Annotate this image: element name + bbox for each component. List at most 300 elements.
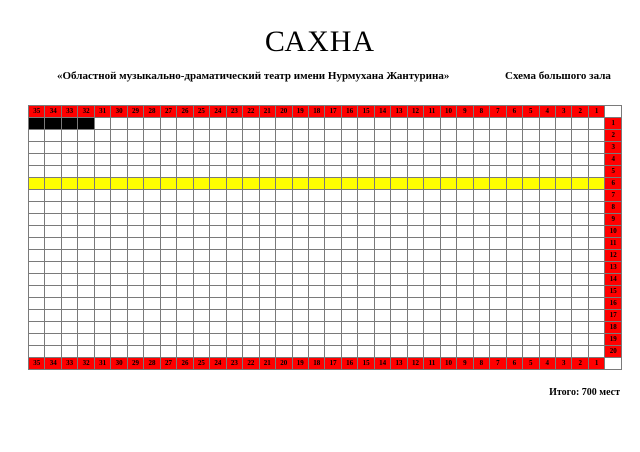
seat[interactable]: [440, 226, 456, 238]
seat[interactable]: [490, 250, 506, 262]
seat[interactable]: [78, 154, 94, 166]
seat[interactable]: [588, 190, 604, 202]
seat[interactable]: [94, 298, 110, 310]
seat[interactable]: [588, 178, 604, 190]
seat[interactable]: [523, 250, 539, 262]
seat[interactable]: [94, 214, 110, 226]
seat[interactable]: [407, 286, 423, 298]
seat[interactable]: [61, 214, 77, 226]
seat[interactable]: [276, 178, 292, 190]
seat[interactable]: [78, 310, 94, 322]
seat[interactable]: [308, 178, 324, 190]
seat[interactable]: [111, 154, 127, 166]
seat[interactable]: [325, 298, 341, 310]
seat[interactable]: [440, 310, 456, 322]
seat[interactable]: [391, 214, 407, 226]
seat[interactable]: [341, 322, 357, 334]
seat[interactable]: [457, 202, 473, 214]
seat[interactable]: [588, 298, 604, 310]
seat[interactable]: [523, 214, 539, 226]
seat[interactable]: [391, 322, 407, 334]
seat[interactable]: [29, 250, 45, 262]
seat[interactable]: [572, 238, 588, 250]
seat[interactable]: [440, 214, 456, 226]
seat[interactable]: [424, 310, 440, 322]
seat[interactable]: [325, 250, 341, 262]
seat[interactable]: [572, 214, 588, 226]
seat[interactable]: [490, 214, 506, 226]
seat[interactable]: [424, 250, 440, 262]
seat[interactable]: [144, 250, 160, 262]
seat[interactable]: [556, 274, 572, 286]
seat[interactable]: [424, 178, 440, 190]
seat[interactable]: [556, 262, 572, 274]
seat[interactable]: [457, 190, 473, 202]
seat[interactable]: [111, 190, 127, 202]
seat[interactable]: [358, 226, 374, 238]
seat[interactable]: [457, 346, 473, 358]
seat[interactable]: [539, 226, 555, 238]
seat[interactable]: [506, 142, 522, 154]
seat[interactable]: [539, 238, 555, 250]
seat[interactable]: [144, 346, 160, 358]
seat[interactable]: [539, 310, 555, 322]
seat[interactable]: [160, 298, 176, 310]
seat[interactable]: [341, 286, 357, 298]
seat[interactable]: [210, 154, 226, 166]
seat[interactable]: [572, 322, 588, 334]
seat[interactable]: [193, 346, 209, 358]
seat[interactable]: [490, 190, 506, 202]
seat[interactable]: [374, 334, 390, 346]
seat[interactable]: [127, 190, 143, 202]
seat[interactable]: [440, 322, 456, 334]
seat[interactable]: [539, 214, 555, 226]
seat[interactable]: [276, 214, 292, 226]
seat[interactable]: [259, 250, 275, 262]
seat[interactable]: [556, 334, 572, 346]
seat[interactable]: [588, 226, 604, 238]
seat[interactable]: [490, 166, 506, 178]
seat[interactable]: [45, 214, 61, 226]
seat[interactable]: [292, 142, 308, 154]
seat[interactable]: [556, 166, 572, 178]
seat[interactable]: [506, 238, 522, 250]
seat[interactable]: [391, 238, 407, 250]
seat[interactable]: [177, 178, 193, 190]
seat[interactable]: [226, 142, 242, 154]
seat[interactable]: [556, 154, 572, 166]
seat[interactable]: [572, 298, 588, 310]
seat[interactable]: [457, 142, 473, 154]
seat[interactable]: [94, 238, 110, 250]
seat[interactable]: [29, 298, 45, 310]
seat[interactable]: [424, 166, 440, 178]
seat[interactable]: [45, 130, 61, 142]
seat[interactable]: [325, 202, 341, 214]
seat[interactable]: [292, 154, 308, 166]
seat[interactable]: [374, 274, 390, 286]
seat[interactable]: [226, 298, 242, 310]
seat[interactable]: [78, 226, 94, 238]
seat[interactable]: [325, 190, 341, 202]
seat[interactable]: [440, 178, 456, 190]
seat[interactable]: [127, 274, 143, 286]
seat[interactable]: [407, 202, 423, 214]
seat[interactable]: [572, 274, 588, 286]
seat[interactable]: [61, 130, 77, 142]
seat[interactable]: [523, 226, 539, 238]
seat[interactable]: [424, 118, 440, 130]
seat[interactable]: [127, 250, 143, 262]
seat[interactable]: [111, 286, 127, 298]
seat[interactable]: [29, 118, 45, 130]
seat[interactable]: [391, 262, 407, 274]
seat[interactable]: [391, 274, 407, 286]
seat[interactable]: [473, 334, 489, 346]
seat[interactable]: [473, 298, 489, 310]
seat[interactable]: [61, 190, 77, 202]
seat[interactable]: [341, 250, 357, 262]
seat[interactable]: [341, 130, 357, 142]
seat[interactable]: [374, 142, 390, 154]
seat[interactable]: [539, 286, 555, 298]
seat[interactable]: [210, 322, 226, 334]
seat[interactable]: [523, 166, 539, 178]
seat[interactable]: [94, 322, 110, 334]
seat[interactable]: [325, 286, 341, 298]
seat[interactable]: [424, 154, 440, 166]
seat[interactable]: [259, 286, 275, 298]
seat[interactable]: [78, 322, 94, 334]
seat[interactable]: [61, 262, 77, 274]
seat[interactable]: [144, 190, 160, 202]
seat[interactable]: [177, 310, 193, 322]
seat[interactable]: [177, 262, 193, 274]
seat[interactable]: [144, 310, 160, 322]
seat[interactable]: [424, 130, 440, 142]
seat[interactable]: [61, 178, 77, 190]
seat[interactable]: [29, 238, 45, 250]
seat[interactable]: [325, 226, 341, 238]
seat[interactable]: [424, 262, 440, 274]
seat[interactable]: [292, 286, 308, 298]
seat[interactable]: [407, 250, 423, 262]
seat[interactable]: [45, 226, 61, 238]
seat[interactable]: [29, 142, 45, 154]
seat[interactable]: [243, 202, 259, 214]
seat[interactable]: [45, 154, 61, 166]
seat[interactable]: [341, 178, 357, 190]
seat[interactable]: [78, 238, 94, 250]
seat[interactable]: [210, 226, 226, 238]
seat[interactable]: [374, 298, 390, 310]
seat[interactable]: [572, 154, 588, 166]
seat[interactable]: [556, 286, 572, 298]
seat[interactable]: [325, 346, 341, 358]
seat[interactable]: [341, 226, 357, 238]
seat[interactable]: [506, 166, 522, 178]
seat[interactable]: [193, 250, 209, 262]
seat[interactable]: [111, 322, 127, 334]
seat[interactable]: [226, 310, 242, 322]
seat[interactable]: [61, 202, 77, 214]
seat[interactable]: [111, 250, 127, 262]
seat[interactable]: [243, 226, 259, 238]
seat[interactable]: [94, 142, 110, 154]
seat[interactable]: [308, 262, 324, 274]
seat[interactable]: [374, 190, 390, 202]
seat[interactable]: [210, 298, 226, 310]
seat[interactable]: [506, 250, 522, 262]
seat[interactable]: [391, 178, 407, 190]
seat[interactable]: [127, 130, 143, 142]
seat[interactable]: [407, 190, 423, 202]
seat[interactable]: [127, 262, 143, 274]
seat[interactable]: [276, 118, 292, 130]
seat[interactable]: [391, 166, 407, 178]
seat[interactable]: [127, 142, 143, 154]
seat[interactable]: [127, 202, 143, 214]
seat[interactable]: [292, 322, 308, 334]
seat[interactable]: [391, 334, 407, 346]
seat[interactable]: [572, 166, 588, 178]
seat[interactable]: [193, 202, 209, 214]
seat[interactable]: [341, 154, 357, 166]
seat[interactable]: [391, 190, 407, 202]
seat[interactable]: [572, 334, 588, 346]
seat[interactable]: [78, 250, 94, 262]
seat[interactable]: [78, 214, 94, 226]
seat[interactable]: [259, 226, 275, 238]
seat[interactable]: [490, 178, 506, 190]
seat[interactable]: [457, 250, 473, 262]
seat[interactable]: [440, 130, 456, 142]
seat[interactable]: [523, 118, 539, 130]
seat[interactable]: [259, 334, 275, 346]
seat[interactable]: [78, 166, 94, 178]
seat[interactable]: [160, 118, 176, 130]
seat[interactable]: [473, 286, 489, 298]
seat[interactable]: [127, 286, 143, 298]
seat[interactable]: [210, 334, 226, 346]
seat[interactable]: [490, 130, 506, 142]
seat[interactable]: [341, 190, 357, 202]
seat[interactable]: [391, 310, 407, 322]
seat[interactable]: [539, 346, 555, 358]
seat[interactable]: [374, 310, 390, 322]
seat[interactable]: [226, 154, 242, 166]
seat[interactable]: [407, 262, 423, 274]
seat[interactable]: [358, 322, 374, 334]
seat[interactable]: [572, 262, 588, 274]
seat[interactable]: [473, 346, 489, 358]
seat[interactable]: [243, 238, 259, 250]
seat[interactable]: [292, 298, 308, 310]
seat[interactable]: [308, 298, 324, 310]
seat[interactable]: [341, 310, 357, 322]
seat[interactable]: [374, 346, 390, 358]
seat[interactable]: [94, 190, 110, 202]
seat[interactable]: [440, 262, 456, 274]
seat[interactable]: [61, 310, 77, 322]
seat[interactable]: [243, 310, 259, 322]
seat[interactable]: [144, 262, 160, 274]
seat[interactable]: [29, 214, 45, 226]
seat[interactable]: [193, 238, 209, 250]
seat[interactable]: [61, 166, 77, 178]
seat[interactable]: [473, 214, 489, 226]
seat[interactable]: [111, 214, 127, 226]
seat[interactable]: [490, 226, 506, 238]
seat[interactable]: [457, 130, 473, 142]
seat[interactable]: [259, 178, 275, 190]
seat[interactable]: [374, 214, 390, 226]
seat[interactable]: [358, 202, 374, 214]
seat[interactable]: [523, 310, 539, 322]
seat[interactable]: [276, 142, 292, 154]
seat[interactable]: [424, 274, 440, 286]
seat[interactable]: [556, 310, 572, 322]
seat[interactable]: [457, 238, 473, 250]
seat[interactable]: [308, 310, 324, 322]
seat[interactable]: [259, 310, 275, 322]
seat[interactable]: [556, 190, 572, 202]
seat[interactable]: [539, 154, 555, 166]
seat[interactable]: [127, 118, 143, 130]
seat[interactable]: [358, 262, 374, 274]
seat[interactable]: [391, 286, 407, 298]
seat[interactable]: [111, 346, 127, 358]
seat[interactable]: [111, 238, 127, 250]
seat[interactable]: [588, 286, 604, 298]
seat[interactable]: [506, 298, 522, 310]
seat[interactable]: [490, 142, 506, 154]
seat[interactable]: [457, 154, 473, 166]
seat[interactable]: [308, 154, 324, 166]
seat[interactable]: [440, 346, 456, 358]
seat[interactable]: [391, 142, 407, 154]
seat[interactable]: [358, 238, 374, 250]
seat[interactable]: [556, 118, 572, 130]
seat[interactable]: [210, 166, 226, 178]
seat[interactable]: [440, 298, 456, 310]
seat[interactable]: [127, 346, 143, 358]
seat[interactable]: [243, 346, 259, 358]
seat[interactable]: [226, 226, 242, 238]
seat[interactable]: [111, 298, 127, 310]
seat[interactable]: [61, 286, 77, 298]
seat[interactable]: [539, 178, 555, 190]
seat[interactable]: [94, 334, 110, 346]
seat[interactable]: [325, 118, 341, 130]
seat[interactable]: [127, 310, 143, 322]
seat[interactable]: [457, 118, 473, 130]
seat[interactable]: [391, 298, 407, 310]
seat[interactable]: [424, 190, 440, 202]
seat[interactable]: [457, 226, 473, 238]
seat[interactable]: [94, 274, 110, 286]
seat[interactable]: [45, 118, 61, 130]
seat[interactable]: [276, 334, 292, 346]
seat[interactable]: [276, 190, 292, 202]
seat[interactable]: [473, 310, 489, 322]
seat[interactable]: [29, 310, 45, 322]
seat[interactable]: [588, 130, 604, 142]
seat[interactable]: [259, 202, 275, 214]
seat[interactable]: [45, 262, 61, 274]
seat[interactable]: [193, 214, 209, 226]
seat[interactable]: [506, 262, 522, 274]
seat[interactable]: [308, 346, 324, 358]
seat[interactable]: [45, 286, 61, 298]
seat[interactable]: [193, 118, 209, 130]
seat[interactable]: [374, 226, 390, 238]
seat[interactable]: [523, 190, 539, 202]
seat[interactable]: [210, 238, 226, 250]
seat[interactable]: [111, 334, 127, 346]
seat[interactable]: [243, 166, 259, 178]
seat[interactable]: [588, 202, 604, 214]
seat[interactable]: [424, 226, 440, 238]
seat[interactable]: [276, 322, 292, 334]
seat[interactable]: [473, 238, 489, 250]
seat[interactable]: [45, 334, 61, 346]
seat[interactable]: [539, 190, 555, 202]
seat[interactable]: [572, 346, 588, 358]
seat[interactable]: [111, 166, 127, 178]
seat[interactable]: [440, 118, 456, 130]
seat[interactable]: [259, 130, 275, 142]
seat[interactable]: [572, 142, 588, 154]
seat[interactable]: [556, 130, 572, 142]
seat[interactable]: [210, 262, 226, 274]
seat[interactable]: [29, 334, 45, 346]
seat[interactable]: [374, 178, 390, 190]
seat[interactable]: [539, 334, 555, 346]
seat[interactable]: [506, 214, 522, 226]
seat[interactable]: [127, 178, 143, 190]
seat[interactable]: [45, 298, 61, 310]
seat[interactable]: [358, 214, 374, 226]
seat[interactable]: [210, 178, 226, 190]
seat[interactable]: [358, 310, 374, 322]
seat[interactable]: [588, 166, 604, 178]
seat[interactable]: [424, 214, 440, 226]
seat[interactable]: [374, 154, 390, 166]
seat[interactable]: [588, 346, 604, 358]
seat[interactable]: [177, 154, 193, 166]
seat[interactable]: [539, 142, 555, 154]
seat[interactable]: [144, 298, 160, 310]
seat[interactable]: [177, 142, 193, 154]
seat[interactable]: [276, 346, 292, 358]
seat[interactable]: [61, 154, 77, 166]
seat[interactable]: [588, 154, 604, 166]
seat[interactable]: [29, 286, 45, 298]
seat[interactable]: [556, 298, 572, 310]
seat[interactable]: [308, 322, 324, 334]
seat[interactable]: [144, 214, 160, 226]
seat[interactable]: [358, 154, 374, 166]
seat[interactable]: [29, 178, 45, 190]
seat[interactable]: [588, 118, 604, 130]
seat[interactable]: [210, 202, 226, 214]
seat[interactable]: [292, 274, 308, 286]
seat[interactable]: [45, 346, 61, 358]
seat[interactable]: [94, 202, 110, 214]
seat[interactable]: [358, 250, 374, 262]
